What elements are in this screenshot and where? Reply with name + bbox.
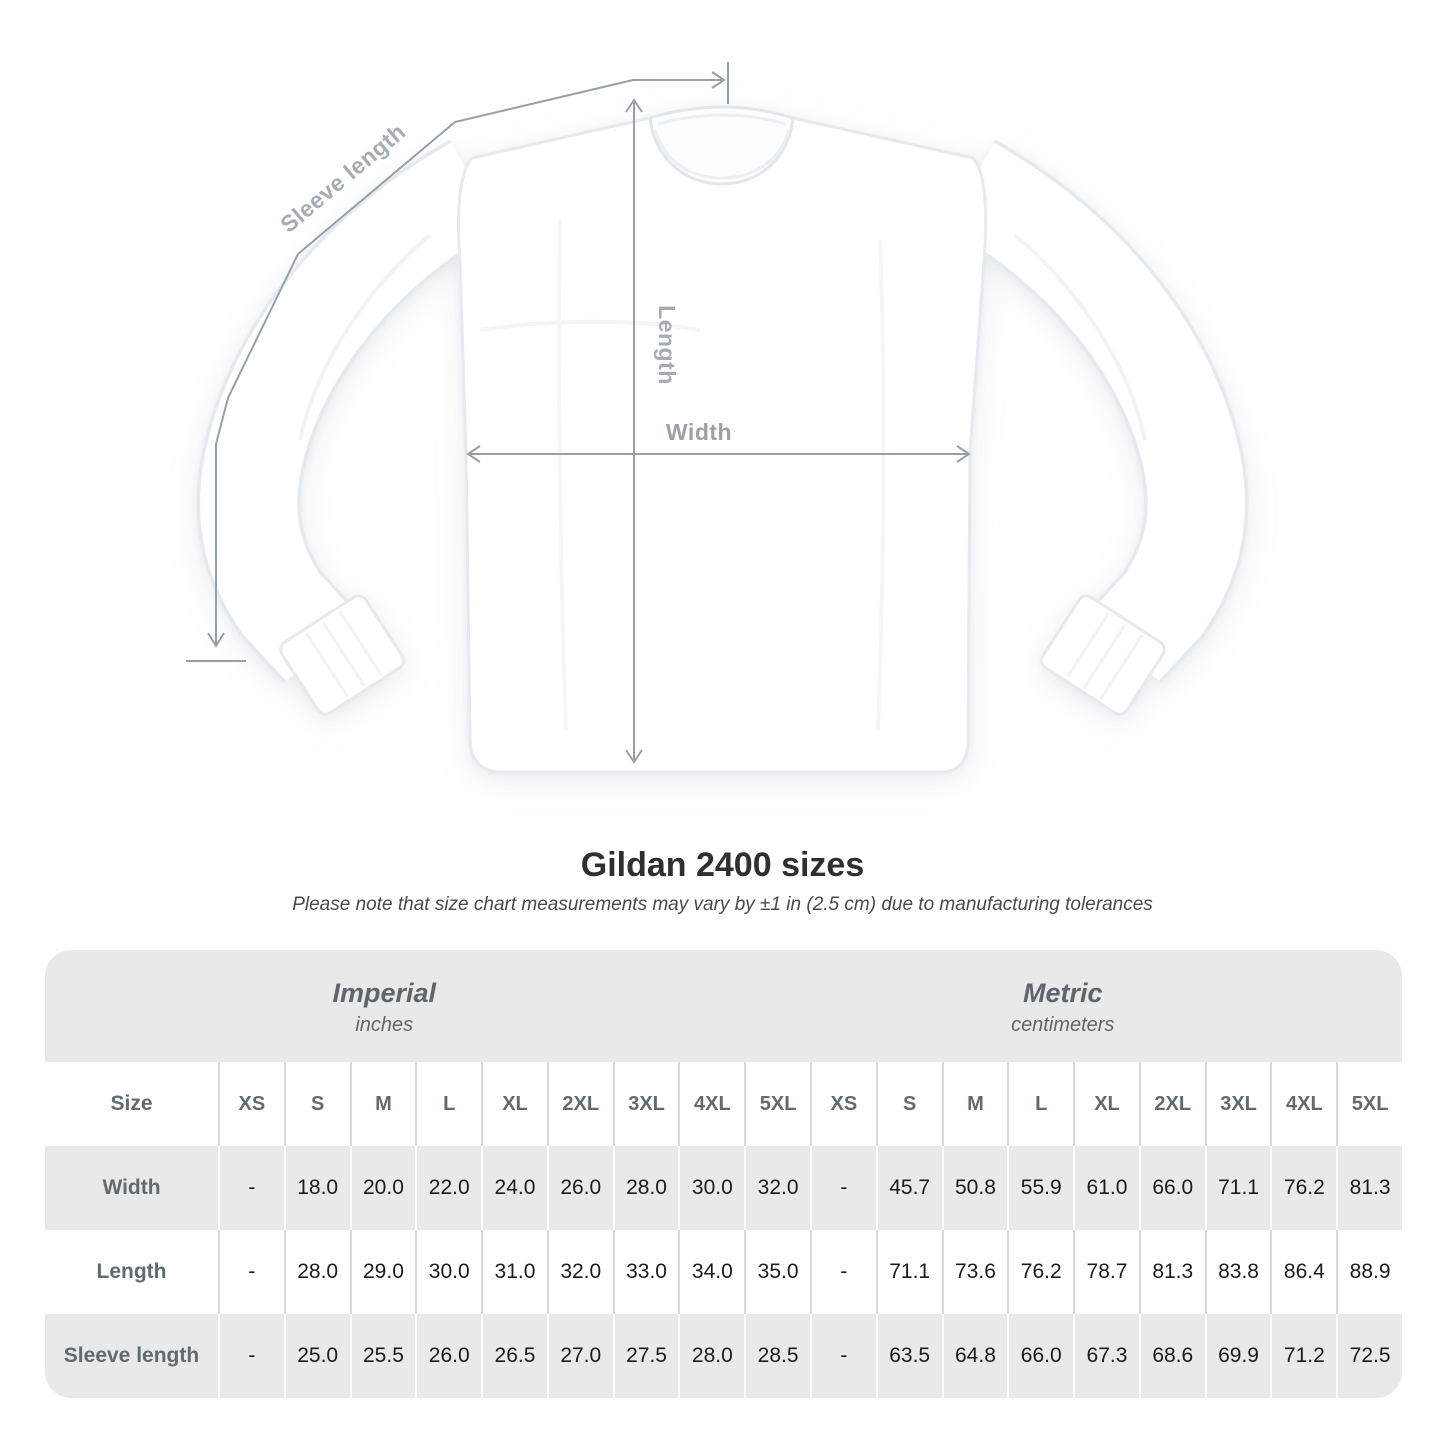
- table-row: [45, 1146, 1402, 1230]
- value-cell: -: [810, 1146, 876, 1230]
- value-cell: 78.7: [1073, 1230, 1139, 1314]
- size-header-4xl: 4XL: [1270, 1062, 1336, 1146]
- value-cell: 83.8: [1205, 1230, 1271, 1314]
- value-cell: 50.8: [942, 1146, 1008, 1230]
- value-cell: 81.3: [1336, 1146, 1402, 1230]
- metric-sublabel: centimeters: [1011, 1013, 1115, 1036]
- metric-label: Metric: [1022, 977, 1103, 1008]
- value-cell: 76.2: [1007, 1230, 1073, 1314]
- value-cell: 71.1: [1205, 1146, 1271, 1230]
- value-cell: 26.0: [547, 1146, 613, 1230]
- value-cell: 20.0: [350, 1146, 416, 1230]
- imperial-label: Imperial: [332, 977, 437, 1008]
- value-cell: 73.6: [942, 1230, 1008, 1314]
- value-cell: 71.2: [1270, 1314, 1336, 1398]
- value-cell: 30.0: [415, 1230, 481, 1314]
- value-cell: 30.0: [678, 1146, 744, 1230]
- size-header-l: L: [1007, 1062, 1073, 1146]
- value-cell: 29.0: [350, 1230, 416, 1314]
- table-row: [45, 1230, 1402, 1314]
- value-cell: -: [218, 1314, 284, 1398]
- value-cell: 88.9: [1336, 1230, 1402, 1314]
- value-cell: 35.0: [744, 1230, 810, 1314]
- width-label: Width: [665, 419, 733, 445]
- size-table: [45, 950, 1402, 1398]
- size-header-2xl: 2XL: [1139, 1062, 1205, 1146]
- value-cell: 86.4: [1270, 1230, 1336, 1314]
- value-cell: 55.9: [1007, 1146, 1073, 1230]
- size-header-2xl: 2XL: [547, 1062, 613, 1146]
- value-cell: 31.0: [481, 1230, 547, 1314]
- row-label: Sleeve length: [63, 1344, 200, 1367]
- value-cell: 26.5: [481, 1314, 547, 1398]
- value-cell: 28.0: [678, 1314, 744, 1398]
- size-column-header: Size: [110, 1092, 153, 1115]
- unit-group-metric: [724, 950, 1403, 1062]
- size-header-5xl: 5XL: [1336, 1062, 1402, 1146]
- row-label: Width: [102, 1176, 161, 1199]
- value-cell: 72.5: [1336, 1314, 1402, 1398]
- value-cell: 27.5: [613, 1314, 679, 1398]
- value-cell: 22.0: [415, 1146, 481, 1230]
- value-cell: 66.0: [1139, 1146, 1205, 1230]
- value-cell: 67.3: [1073, 1314, 1139, 1398]
- value-cell: 32.0: [547, 1230, 613, 1314]
- value-cell: 28.5: [744, 1314, 810, 1398]
- unit-group-imperial: [45, 950, 724, 1062]
- page-subtitle: Please note that size chart measurements may vary by ±1 in (2.5 cm) due to manufacturing tolerances: [292, 894, 1153, 915]
- value-cell: 64.8: [942, 1314, 1008, 1398]
- sleeve-length-label: Sleeve length: [275, 118, 411, 238]
- value-cell: 69.9: [1205, 1314, 1271, 1398]
- value-cell: 26.0: [415, 1314, 481, 1398]
- value-cell: 28.0: [284, 1230, 350, 1314]
- size-header-5xl: 5XL: [744, 1062, 810, 1146]
- table-row: [45, 1314, 1402, 1398]
- size-header-xl: XL: [1073, 1062, 1139, 1146]
- unit-group-header-row: [45, 950, 1402, 1062]
- size-header-s: S: [876, 1062, 942, 1146]
- value-cell: 24.0: [481, 1146, 547, 1230]
- value-cell: 25.5: [350, 1314, 416, 1398]
- size-header-xs: XS: [810, 1062, 876, 1146]
- value-cell: 68.6: [1139, 1314, 1205, 1398]
- imperial-sublabel: inches: [355, 1013, 414, 1036]
- value-cell: 61.0: [1073, 1146, 1139, 1230]
- value-cell: 81.3: [1139, 1230, 1205, 1314]
- value-cell: -: [810, 1314, 876, 1398]
- value-cell: -: [218, 1146, 284, 1230]
- value-cell: 28.0: [613, 1146, 679, 1230]
- shirt-right-sleeve: [970, 185, 1196, 717]
- value-cell: 45.7: [876, 1146, 942, 1230]
- value-cell: 32.0: [744, 1146, 810, 1230]
- size-header-xs: XS: [218, 1062, 284, 1146]
- value-cell: 76.2: [1270, 1146, 1336, 1230]
- value-cell: -: [218, 1230, 284, 1314]
- size-header-xl: XL: [481, 1062, 547, 1146]
- size-header-3xl: 3XL: [1205, 1062, 1271, 1146]
- value-cell: 33.0: [613, 1230, 679, 1314]
- row-label: Length: [96, 1260, 167, 1283]
- table-size-row: [45, 1062, 1402, 1146]
- size-header-s: S: [284, 1062, 350, 1146]
- size-header-m: M: [942, 1062, 1008, 1146]
- size-header-4xl: 4XL: [678, 1062, 744, 1146]
- length-label: Length: [654, 305, 680, 385]
- shirt-left-sleeve: [249, 185, 475, 717]
- value-cell: 27.0: [547, 1314, 613, 1398]
- size-header-m: M: [350, 1062, 416, 1146]
- value-cell: 34.0: [678, 1230, 744, 1314]
- size-header-l: L: [415, 1062, 481, 1146]
- value-cell: -: [810, 1230, 876, 1314]
- page-title: Gildan 2400 sizes: [580, 846, 865, 884]
- value-cell: 66.0: [1007, 1314, 1073, 1398]
- value-cell: 25.0: [284, 1314, 350, 1398]
- size-header-3xl: 3XL: [613, 1062, 679, 1146]
- value-cell: 18.0: [284, 1146, 350, 1230]
- value-cell: 63.5: [876, 1314, 942, 1398]
- value-cell: 71.1: [876, 1230, 942, 1314]
